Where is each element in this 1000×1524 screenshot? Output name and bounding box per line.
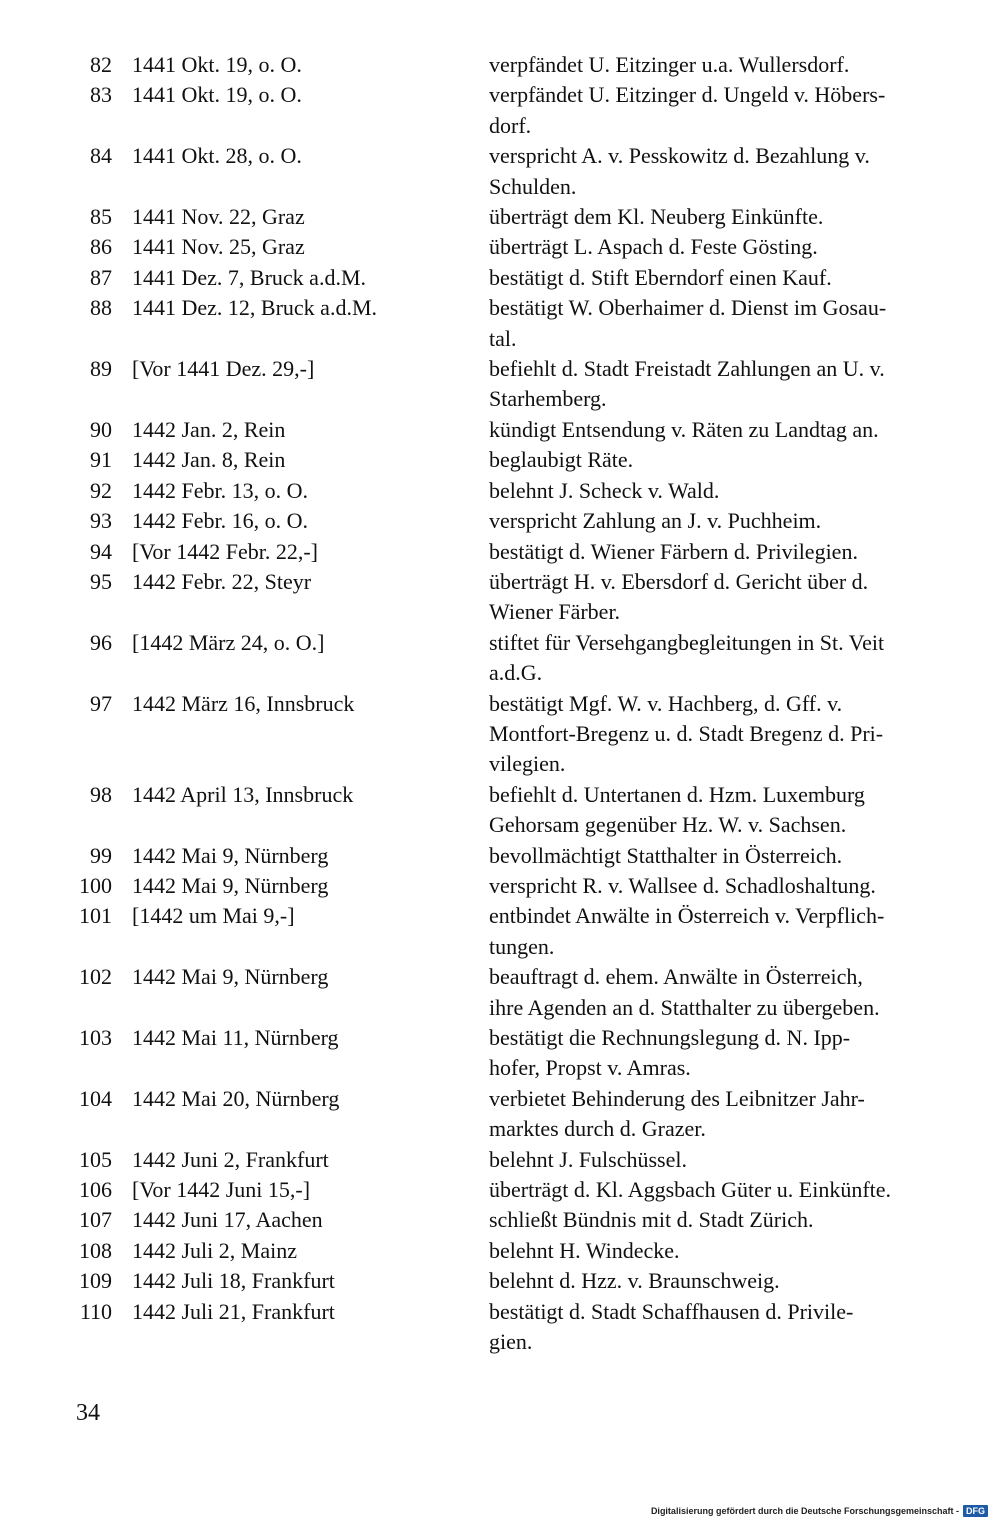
entry-date-place: 1441 Dez. 12, Bruck a.d.M. bbox=[132, 295, 378, 321]
entry-summary-line: ihre Agenden an d. Statthalter zu übergeben. bbox=[489, 994, 880, 1020]
entry-number: 103 bbox=[79, 1025, 112, 1050]
entry-summary-line: verbietet Behinderung des Leibnitzer Jahr- bbox=[489, 1085, 865, 1111]
entry-number: 85 bbox=[90, 204, 112, 230]
entry-date-place: 1441 Okt. 19, o. O. bbox=[132, 82, 302, 108]
entry-date-place: 1442 Juli 2, Mainz bbox=[132, 1237, 297, 1263]
entry-summary-line: schließt Bündnis mit d. Stadt Zürich. bbox=[489, 1207, 814, 1233]
entry-row bbox=[0, 1145, 1000, 1175]
entry-number: 92 bbox=[90, 477, 112, 503]
entry-summary-line: belehnt J. Fulschüssel. bbox=[489, 1146, 687, 1172]
entry-number: 100 bbox=[79, 872, 112, 898]
entry-row bbox=[0, 506, 1000, 536]
entry-summary-line: beglaubigt Räte. bbox=[489, 447, 634, 473]
entry-summary bbox=[489, 1266, 944, 1296]
entry-summary bbox=[489, 1205, 944, 1235]
entry-date-place: 1441 Nov. 22, Graz bbox=[132, 204, 305, 230]
entry-summary bbox=[489, 689, 944, 780]
entry-date-place: [1442 März 24, o. O.] bbox=[132, 629, 325, 655]
entry-number: 102 bbox=[79, 964, 112, 990]
entry-summary-line: bestätigt d. Wiener Färbern d. Privilegien. bbox=[489, 538, 858, 564]
entry-summary bbox=[489, 1023, 944, 1084]
entry-summary bbox=[489, 445, 944, 475]
entry-number: 110 bbox=[79, 1298, 112, 1324]
entry-summary-line: belehnt J. Scheck v. Wald. bbox=[489, 477, 720, 503]
entry-row bbox=[0, 263, 1000, 293]
entry-row bbox=[0, 293, 1000, 354]
entry-summary bbox=[489, 1145, 944, 1175]
entry-summary bbox=[489, 293, 944, 354]
entry-summary-line: marktes durch d. Grazer. bbox=[489, 1116, 706, 1142]
entry-date-place: 1442 Mai 9, Nürnberg bbox=[132, 842, 329, 868]
entry-number: 105 bbox=[79, 1146, 112, 1172]
entry-row bbox=[0, 476, 1000, 506]
entry-summary bbox=[489, 1297, 944, 1358]
entry-row bbox=[0, 1175, 1000, 1205]
entry-summary bbox=[489, 354, 944, 415]
entry-date-place: 1442 März 16, Innsbruck bbox=[132, 690, 355, 716]
entry-summary bbox=[489, 263, 944, 293]
entry-date-place: 1442 Mai 20, Nürnberg bbox=[132, 1085, 340, 1111]
entry-summary bbox=[489, 871, 944, 901]
entry-summary-line: entbindet Anwälte in Österreich v. Verpflich- bbox=[489, 903, 885, 929]
entry-date-place: 1441 Dez. 7, Bruck a.d.M. bbox=[132, 264, 367, 290]
entry-row bbox=[0, 202, 1000, 232]
entry-date-place: 1442 Jan. 2, Rein bbox=[132, 416, 286, 442]
entry-summary-line: bestätigt d. Stift Eberndorf einen Kauf. bbox=[489, 264, 832, 290]
entry-summary-line: befiehlt d. Stadt Freistadt Zahlungen an U. v. bbox=[489, 356, 885, 382]
entry-summary bbox=[489, 901, 944, 962]
entry-summary bbox=[489, 476, 944, 506]
entry-row bbox=[0, 50, 1000, 80]
entry-number: 86 bbox=[90, 234, 112, 260]
entry-summary bbox=[489, 1084, 944, 1145]
entry-summary-line: bevollmächtigt Statthalter in Österreich. bbox=[489, 842, 843, 868]
entry-summary-line: a.d.G. bbox=[489, 660, 543, 686]
entry-summary-line: dorf. bbox=[489, 112, 532, 138]
entry-row bbox=[0, 871, 1000, 901]
entry-summary bbox=[489, 232, 944, 262]
entry-number: 104 bbox=[79, 1085, 112, 1111]
entry-summary bbox=[489, 1175, 944, 1205]
entry-number: 99 bbox=[90, 842, 112, 868]
entry-summary-line: verspricht Zahlung an J. v. Puchheim. bbox=[489, 508, 822, 534]
entry-number: 97 bbox=[90, 690, 112, 716]
entry-summary-line: Schulden. bbox=[489, 173, 577, 199]
entry-number: 90 bbox=[90, 416, 112, 442]
entry-summary-line: kündigt Entsendung v. Räten zu Landtag an. bbox=[489, 416, 879, 442]
entry-summary bbox=[489, 1236, 944, 1266]
entry-date-place: 1442 Jan. 8, Rein bbox=[132, 447, 286, 473]
footer-text: Digitalisierung gefördert durch die Deutsche Forschungsgemeinschaft - bbox=[650, 1506, 959, 1516]
entry-number: 91 bbox=[90, 447, 112, 473]
entry-number: 106 bbox=[79, 1177, 112, 1203]
entry-number: 93 bbox=[90, 508, 112, 534]
entry-number: 107 bbox=[79, 1207, 112, 1233]
entry-date-place: 1441 Nov. 25, Graz bbox=[132, 234, 305, 260]
entry-summary-line: bestätigt d. Stadt Schaffhausen d. Privile- bbox=[489, 1298, 854, 1324]
entry-date-place: [Vor 1441 Dez. 29,-] bbox=[132, 356, 315, 382]
entry-summary bbox=[489, 141, 944, 202]
entry-date-place: [Vor 1442 Febr. 22,-] bbox=[132, 538, 318, 564]
entry-row bbox=[0, 689, 1000, 780]
entry-number: 108 bbox=[79, 1237, 112, 1263]
entry-row bbox=[0, 445, 1000, 475]
entry-summary-line: bestätigt W. Oberhaimer d. Dienst im Gosau- bbox=[489, 295, 887, 321]
entry-summary bbox=[489, 506, 944, 536]
entry-row bbox=[0, 628, 1000, 689]
entry-row bbox=[0, 1084, 1000, 1145]
entry-date-place: 1442 April 13, Innsbruck bbox=[132, 781, 354, 807]
entry-summary-line: befiehlt d. Untertanen d. Hzm. Luxemburg bbox=[489, 781, 865, 807]
entry-number: 109 bbox=[79, 1268, 112, 1294]
entry-summary-line: hofer, Propst v. Amras. bbox=[489, 1055, 691, 1081]
entry-date-place: 1442 Juni 17, Aachen bbox=[132, 1207, 323, 1233]
entry-summary-line: beauftragt d. ehem. Anwälte in Österreich, bbox=[489, 964, 863, 990]
entry-row bbox=[0, 901, 1000, 962]
entry-summary-line: Wiener Färber. bbox=[489, 599, 621, 625]
entry-date-place: [Vor 1442 Juni 15,-] bbox=[132, 1177, 311, 1203]
entry-summary-line: überträgt d. Kl. Aggsbach Güter u. Einkünfte. bbox=[489, 1177, 892, 1203]
entry-row bbox=[0, 141, 1000, 202]
entry-date-place: 1441 Okt. 19, o. O. bbox=[132, 52, 302, 77]
entry-row bbox=[0, 962, 1000, 1023]
entry-summary-line: bestätigt die Rechnungslegung d. N. Ipp- bbox=[489, 1025, 851, 1050]
entry-date-place: 1442 Mai 11, Nürnberg bbox=[132, 1025, 339, 1050]
entry-number: 95 bbox=[90, 568, 112, 594]
entry-summary-line: verspricht R. v. Wallsee d. Schadloshaltung. bbox=[489, 872, 876, 898]
entry-summary bbox=[489, 841, 944, 871]
entry-row bbox=[0, 841, 1000, 871]
entry-summary-line: überträgt H. v. Ebersdorf d. Gericht über d. bbox=[489, 568, 869, 594]
entry-summary bbox=[489, 537, 944, 567]
entry-row bbox=[0, 354, 1000, 415]
entry-date-place: 1442 Mai 9, Nürnberg bbox=[132, 872, 329, 898]
entry-summary-line: verpfändet U. Eitzinger u.a. Wullersdorf. bbox=[489, 52, 850, 77]
entry-summary-line: überträgt dem Kl. Neuberg Einkünfte. bbox=[489, 204, 824, 230]
digitization-footer bbox=[651, 1504, 988, 1518]
entry-summary bbox=[489, 50, 944, 80]
entry-summary-line: gien. bbox=[489, 1329, 533, 1355]
entry-row bbox=[0, 80, 1000, 141]
entry-summary-line: verspricht A. v. Pesskowitz d. Bezahlung v. bbox=[489, 143, 870, 169]
entry-date-place: [1442 um Mai 9,-] bbox=[132, 903, 295, 929]
entry-row bbox=[0, 1205, 1000, 1235]
entry-number: 87 bbox=[90, 264, 112, 290]
entry-row bbox=[0, 1236, 1000, 1266]
entry-date-place: 1442 Juli 18, Frankfurt bbox=[132, 1268, 335, 1294]
regest-list bbox=[0, 50, 1000, 1357]
entry-number: 89 bbox=[90, 356, 112, 382]
entry-number: 88 bbox=[90, 295, 112, 321]
entry-number: 83 bbox=[90, 82, 112, 108]
entry-row bbox=[0, 1297, 1000, 1358]
entry-summary-line: bestätigt Mgf. W. v. Hachberg, d. Gff. v. bbox=[489, 690, 843, 716]
entry-number: 101 bbox=[79, 903, 112, 929]
entry-summary bbox=[489, 415, 944, 445]
entry-row bbox=[0, 780, 1000, 841]
entry-date-place: 1442 Juni 2, Frankfurt bbox=[132, 1146, 329, 1172]
entry-summary-line: tal. bbox=[489, 325, 517, 351]
entry-summary-line: Starhemberg. bbox=[489, 386, 607, 412]
entry-summary bbox=[489, 567, 944, 628]
entry-summary-line: belehnt H. Windecke. bbox=[489, 1237, 680, 1263]
page-number: 34 bbox=[76, 1400, 100, 1426]
entry-number: 96 bbox=[90, 629, 112, 655]
entry-date-place: 1442 Mai 9, Nürnberg bbox=[132, 964, 329, 990]
entry-summary-line: Gehorsam gegenüber Hz. W. v. Sachsen. bbox=[489, 812, 847, 838]
entry-row bbox=[0, 537, 1000, 567]
entry-date-place: 1442 Febr. 22, Steyr bbox=[132, 568, 312, 594]
entry-summary bbox=[489, 202, 944, 232]
entry-date-place: 1441 Okt. 28, o. O. bbox=[132, 143, 302, 169]
entry-number: 94 bbox=[90, 538, 112, 564]
entry-number: 82 bbox=[90, 52, 112, 77]
dfg-logo: DFG bbox=[963, 1505, 988, 1517]
entry-summary-line: verpfändet U. Eitzinger d. Ungeld v. Höbers- bbox=[489, 82, 886, 108]
entry-number: 98 bbox=[90, 781, 112, 807]
entry-summary-line: belehnt d. Hzz. v. Braunschweig. bbox=[489, 1268, 780, 1294]
entry-summary bbox=[489, 628, 944, 689]
entry-date-place: 1442 Febr. 13, o. O. bbox=[132, 477, 308, 503]
entry-summary-line: überträgt L. Aspach d. Feste Gösting. bbox=[489, 234, 818, 260]
entry-summary-line: vilegien. bbox=[489, 751, 566, 777]
entry-date-place: 1442 Febr. 16, o. O. bbox=[132, 508, 308, 534]
entry-date-place: 1442 Juli 21, Frankfurt bbox=[132, 1298, 335, 1324]
entry-summary bbox=[489, 80, 944, 141]
entry-summary bbox=[489, 962, 944, 1023]
entry-summary-line: Montfort-Bregenz u. d. Stadt Bregenz d. Pri- bbox=[489, 720, 884, 746]
entry-summary-line: tungen. bbox=[489, 933, 555, 959]
entry-summary bbox=[489, 780, 944, 841]
entry-summary-line: stiftet für Versehgangbegleitungen in St. Veit bbox=[489, 629, 885, 655]
entry-row bbox=[0, 567, 1000, 628]
entry-row bbox=[0, 232, 1000, 262]
entry-row bbox=[0, 1023, 1000, 1084]
entry-row bbox=[0, 1266, 1000, 1296]
entry-row bbox=[0, 415, 1000, 445]
entry-number: 84 bbox=[90, 143, 112, 169]
